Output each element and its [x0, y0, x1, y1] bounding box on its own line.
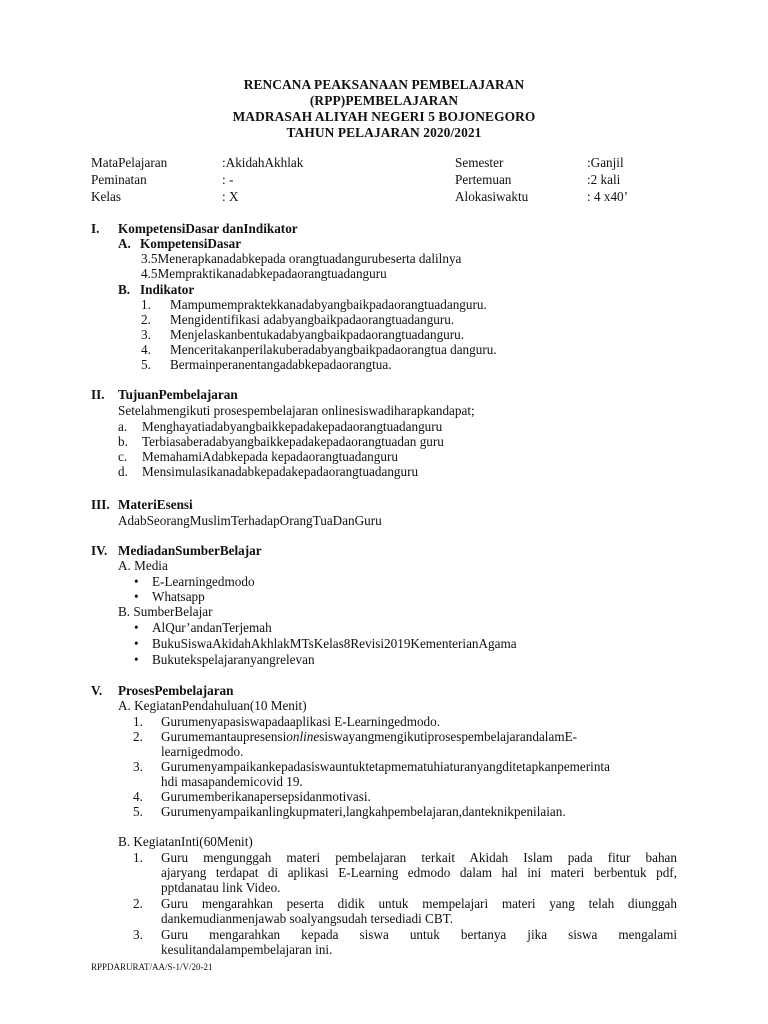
list-letter: b. [118, 434, 128, 449]
subsection-heading: B. SumberBelajar [118, 604, 213, 619]
list-number: 1. [133, 714, 143, 729]
list-item-continuation: pptdanatau link Video. [161, 880, 281, 895]
bullet-item: • Bukutekspelajaranyangrelevan [152, 652, 315, 668]
list-number: 4. [141, 342, 151, 357]
list-item: Menceritakanperilakuberadabyangbaikpadaorangtua danguru. [170, 342, 497, 357]
section-heading: MediadanSumberBelajar [118, 543, 262, 558]
list-item: 3.5Menerapkanadabkepada orangtuadangurubeserta dalilnya [141, 251, 462, 266]
bullet-item: • BukuSiswaAkidahAkhlakMTsKelas8Revisi2019KementerianAgama [152, 636, 517, 652]
list-number: 2. [133, 896, 143, 911]
identity-label: Peminatan [91, 172, 147, 187]
bullet-item: • Whatsapp [152, 589, 205, 605]
bullet-item: • AlQur’andanTerjemah [152, 620, 272, 636]
list-item-continuation: ajaryang terdapat di aplikasi E-Learning edmodo dalam hal ini materi berbentuk pdf, [161, 865, 677, 880]
subsection-heading: Indikator [140, 282, 195, 297]
identity-value: : X [222, 189, 239, 204]
identity-value: : - [222, 172, 234, 187]
subsection-letter: A. [118, 236, 131, 251]
list-number: 3. [133, 927, 143, 942]
list-number: 5. [133, 804, 143, 819]
list-item: Gurumenyampaikanlingkupmateri,langkahpembelajaran,danteknikpenilaian. [161, 804, 566, 819]
paragraph: AdabSeorangMuslimTerhadapOrangTuaDanGuru [118, 513, 382, 528]
doc-title-line3: MADRASAH ALIYAH NEGERI 5 BOJONEGORO [232, 109, 536, 124]
identity-value: :2 kali [587, 172, 621, 187]
list-number: 5. [141, 357, 151, 372]
list-number: 2. [133, 729, 143, 744]
list-item: Mengidentifikasi adabyangbaikpadaorangtuadanguru. [170, 312, 455, 327]
list-item-continuation: learnigedmodo. [161, 744, 244, 759]
list-item-text: Gurumemantaupresensi [161, 729, 287, 744]
subsection-heading: A. KegiatanPendahuluan(10 Menit) [118, 698, 307, 713]
list-item: Guru mengarahkan kepada siswa untuk bertanya jika siswa mengalami [161, 927, 677, 942]
list-letter: c. [118, 449, 128, 464]
doc-title-line4: TAHUN PELAJARAN 2020/2021 [286, 125, 482, 140]
list-number: 4. [133, 789, 143, 804]
list-item: Gurumenyampaikankepadasiswauntuktetapmematuhiaturanyangditetapkanpemerinta [161, 759, 610, 774]
page-footer: RPPDARURAT/AA/S-1/V/20-21 [91, 962, 213, 972]
section-number: IV. [91, 543, 108, 558]
list-item: MemahamiAdabkepada kepadaorangtuadanguru [142, 449, 398, 464]
section-heading: ProsesPembelajaran [118, 683, 234, 698]
list-number: 1. [141, 297, 151, 312]
section-heading: TujuanPembelajaran [118, 387, 238, 402]
list-letter: a. [118, 419, 128, 434]
list-item: Terbiasaberadabyangbaikkepadakepadaorangtuadan guru [142, 434, 444, 449]
list-item: Guru mengunggah materi pembelajaran terkait Akidah Islam pada fitur bahan [161, 850, 677, 865]
doc-title-line2: (RPP)PEMBELAJARAN [309, 93, 459, 108]
identity-label: Semester [455, 155, 504, 170]
identity-value: :Ganjil [587, 155, 624, 170]
section-heading: KompetensiDasar danIndikator [118, 221, 298, 236]
identity-label: MataPelajaran [91, 155, 168, 170]
identity-value: : 4 x40’ [587, 189, 629, 204]
list-number: 3. [141, 327, 151, 342]
bullet-item: • E-Learningedmodo [152, 574, 255, 590]
list-item-text: siswayangmengikutiprosespembelajarandalamE- [319, 729, 578, 744]
identity-label: Alokasiwaktu [455, 189, 529, 204]
section-heading: MateriEsensi [118, 497, 193, 512]
emphasis-text: online [286, 729, 320, 744]
section-number: III. [91, 497, 110, 512]
subsection-heading: A. Media [118, 558, 168, 573]
list-number: 1. [133, 850, 143, 865]
section-number: V. [91, 683, 103, 698]
list-number: 3. [133, 759, 143, 774]
list-item: Guru mengarahkan peserta didik untuk mempelajari materi yang telah diunggah [161, 896, 677, 911]
list-item: Gurumenyapasiswapadaaplikasi E-Learningedmodo. [161, 714, 441, 729]
section-number: I. [91, 221, 100, 236]
subsection-heading: B. KegiatanInti(60Menit) [118, 834, 253, 849]
list-item [161, 729, 577, 745]
paragraph: Setelahmengikuti prosespembelajaran onlinesiswadiharapkandapat; [118, 403, 475, 418]
identity-label: Kelas [91, 189, 122, 204]
subsection-letter: B. [118, 282, 131, 297]
list-item-continuation: hdi masapandemicovid 19. [161, 774, 303, 789]
section-number: II. [91, 387, 105, 402]
identity-value: :AkidahAkhlak [222, 155, 304, 170]
list-item: Mampumempraktekkanadabyangbaikpadaorangtuadanguru. [170, 297, 487, 312]
list-letter: d. [118, 464, 128, 479]
list-item-continuation: dankemudianmenjawab soalyangsudah tersediadi CBT. [161, 911, 453, 926]
list-item: Gurumemberikanapersepsidanmotivasi. [161, 789, 371, 804]
list-item: Mensimulasikanadabkepadakepadaorangtuadanguru [142, 464, 419, 479]
subsection-heading: KompetensiDasar [140, 236, 242, 251]
list-item: Menghayatiadabyangbaikkepadakepadaorangtuadanguru [142, 419, 443, 434]
list-item: 4.5Mempraktikanadabkepadaorangtuadanguru [141, 266, 387, 281]
list-item: Bermainperanentangadabkepadaorangtua. [170, 357, 392, 372]
identity-label: Pertemuan [455, 172, 512, 187]
list-number: 2. [141, 312, 151, 327]
doc-title-line1: RENCANA PEAKSANAAN PEMBELAJARAN [243, 77, 525, 92]
list-item: Menjelaskanbentukadabyangbaikpadaorangtuadanguru. [170, 327, 465, 342]
list-item-continuation: kesulitandalampembelajaran ini. [161, 942, 333, 957]
